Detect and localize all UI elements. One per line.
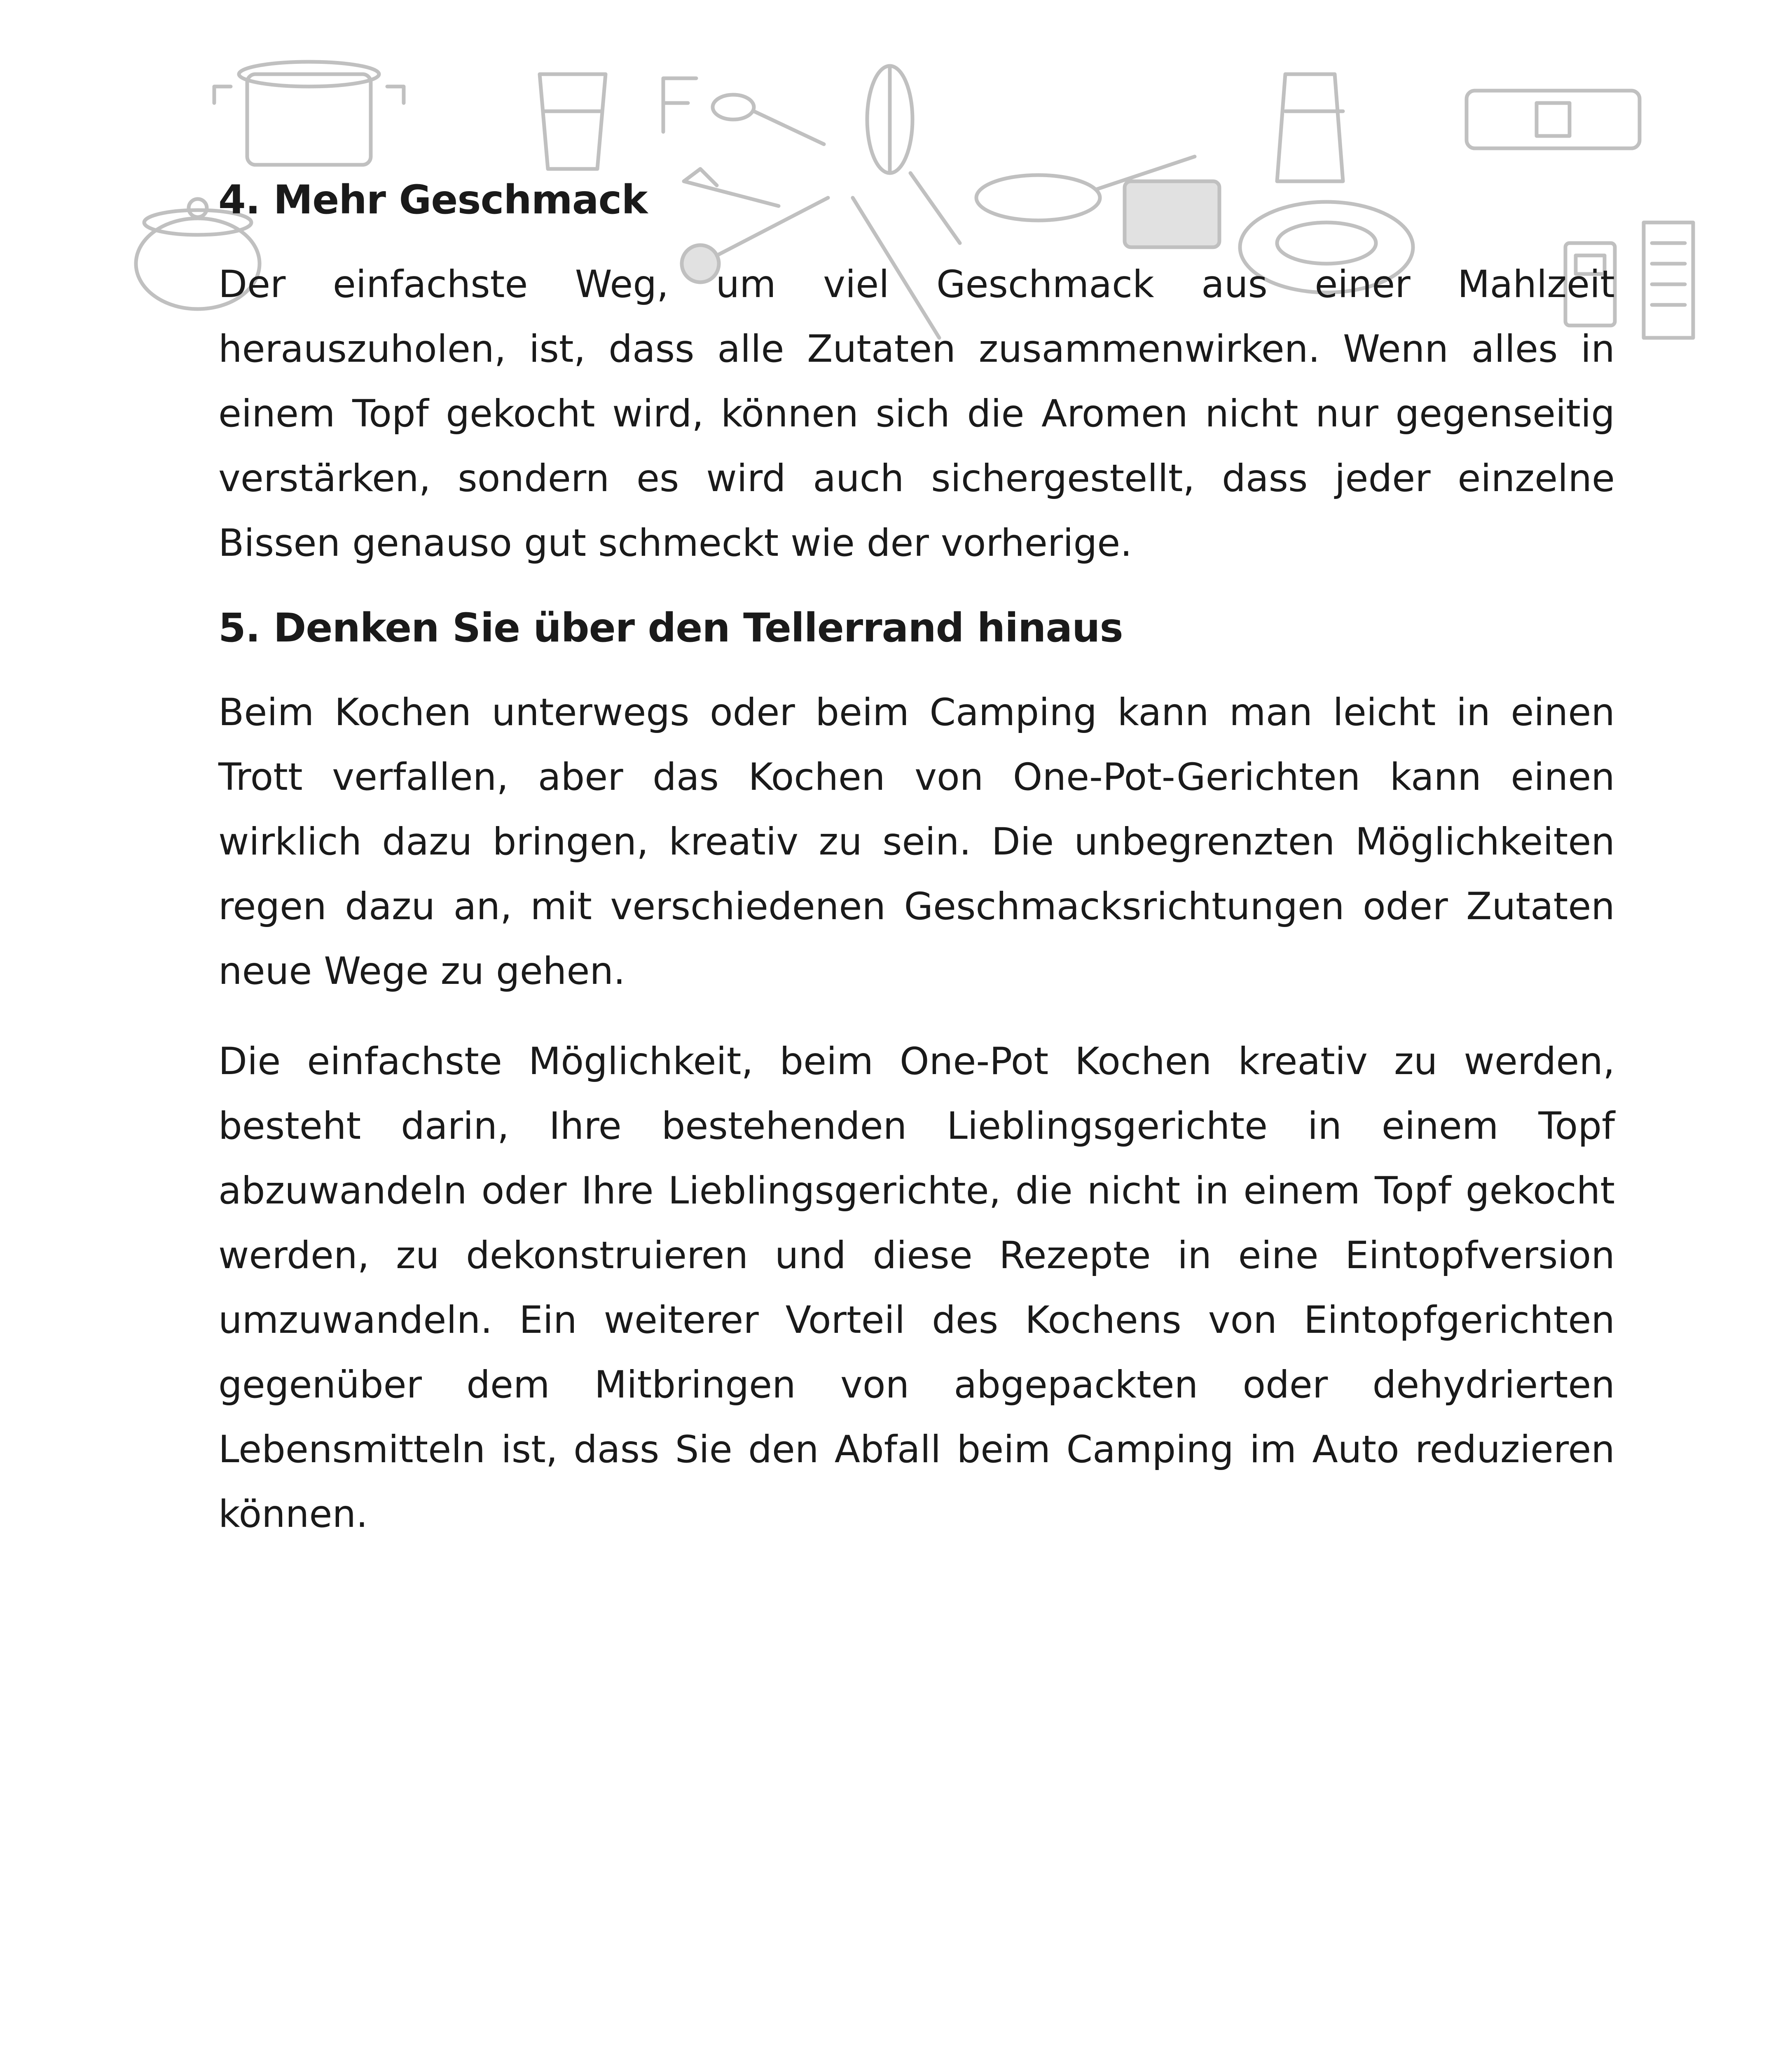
paragraph: Beim Kochen unterwegs oder beim Camping kann man leicht in einen Trott verfallen, aber das Kochen von One-Pot-Gerichten kann einen wirklich dazu bringen, kreativ zu sein. Die unbegrenzten Möglichkeiten regen dazu an, mit verschiedenen Geschmacksrichtungen oder Zutaten neue Wege zu gehen. [218, 691, 1615, 993]
glass-icon [540, 74, 606, 169]
document-body [218, 173, 1615, 1572]
pot-icon [214, 62, 404, 165]
spoon-icon [713, 95, 824, 144]
stencil-icon [663, 78, 696, 132]
section-tellerrand [218, 601, 1615, 1547]
paragraph: Der einfachste Weg, um viel Geschmack aus einer Mahlzeit herauszuholen, ist, dass alle Zutaten zusammenwirken. Wenn alles in einem Topf gekocht wird, können sich die Aromen nicht nur gegenseitig verstärken, sondern es wird auch sichergestellt, dass jeder einzelne Bissen genauso gut schmeckt wie der vorherige. [218, 263, 1615, 565]
section-mehr-geschmack [218, 173, 1615, 576]
cake-ring-icon [1467, 91, 1640, 148]
section-heading: 5. Denken Sie über den Tellerrand hinaus [218, 605, 1123, 651]
jug-icon [1277, 74, 1343, 181]
grater-icon [1644, 222, 1693, 338]
paragraph: Die einfachste Möglichkeit, beim One-Pot Kochen kreativ zu werden, besteht darin, Ihre bestehenden Lieblingsgerichte in einem Topf abzuwandeln oder Ihre Lieblingsgerichte, die nicht in einem Topf gekocht werden, zu dekonstruieren und diese Rezepte in eine Eintopfversion umzuwandeln. Ein weiterer Vorteil des Kochens von Eintopfgerichten gegenüber dem Mitbringen von abgepackten oder dehydrierten Lebensmitteln ist, dass Sie den Abfall beim Camping im Auto reduzieren können. [218, 1040, 1615, 1536]
section-heading: 4. Mehr Geschmack [218, 177, 648, 223]
